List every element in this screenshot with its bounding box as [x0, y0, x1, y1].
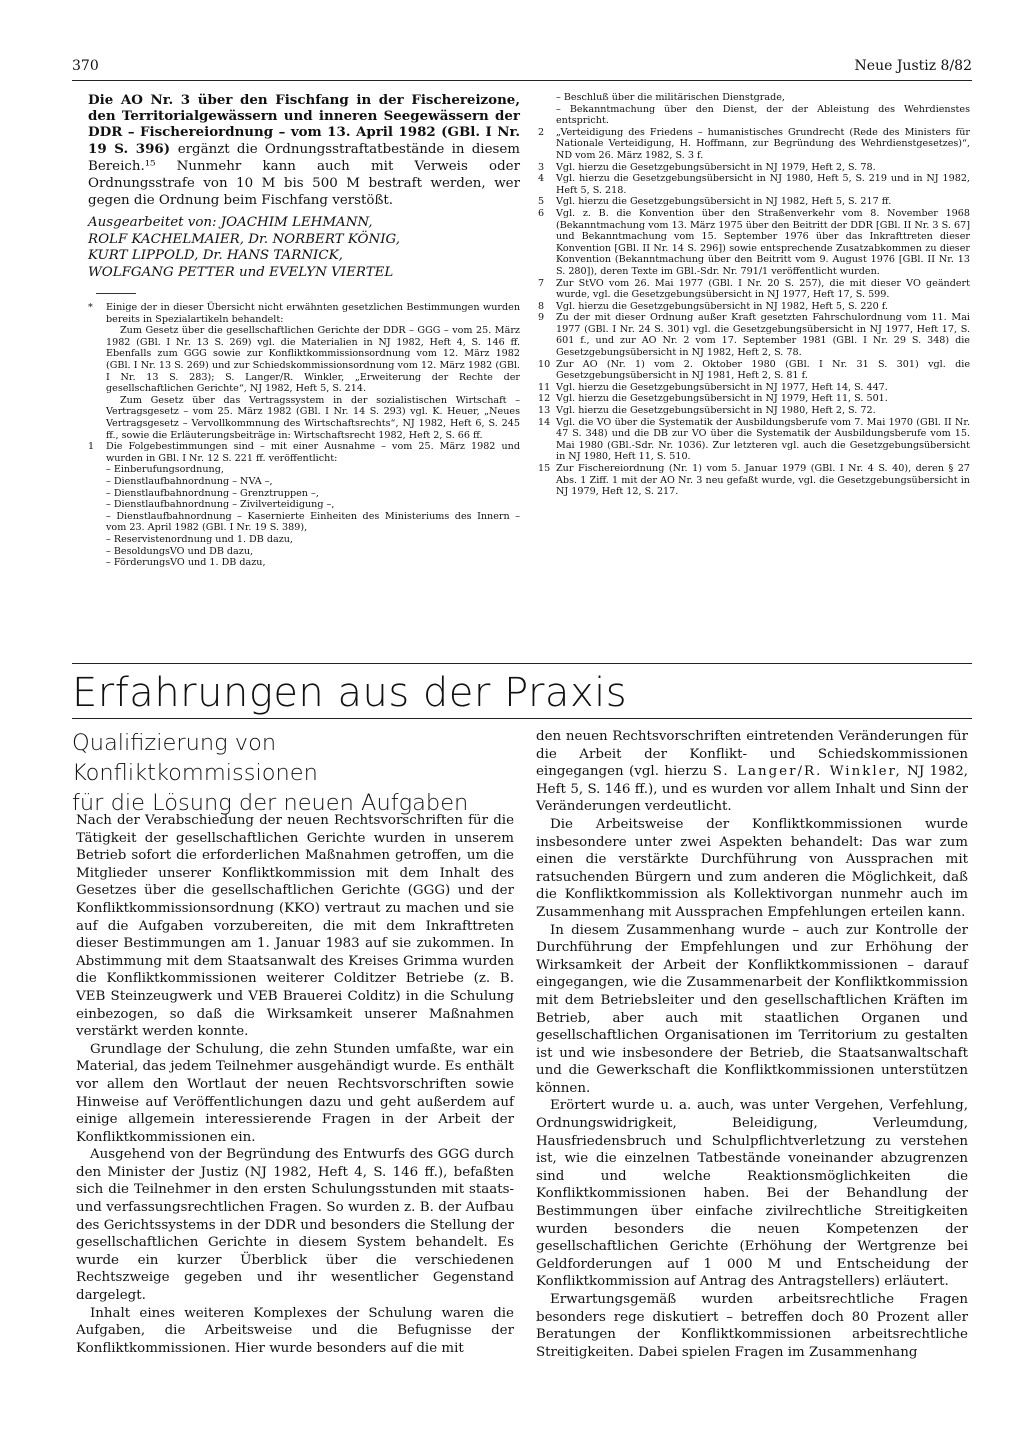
footnote-text: „Verteidigung des Friedens – humanistisches Grundrecht (Rede des Ministers für Nationale Verteidigung, H. Hoffmann, zur Begründung des Wehrdienstgesetzes)“, ND vom 26. März 1982, S. 3 f.: [556, 126, 970, 161]
footnote-number: [88, 511, 106, 534]
footnote-text: – Reservistenordnung und 1. DB dazu,: [106, 533, 293, 545]
footnote-number: [88, 325, 106, 395]
footnote: [538, 382, 970, 394]
footnote-number: [538, 104, 556, 127]
lead-bold-text: Die AO Nr. 3 über den Fischfang in der Fischereizone, den Territorialgewässern und inneren Seegewässern der DDR – Fischereiordnung – vom 13. April 1982 (GBl. I Nr. 19 S. 396): [88, 92, 520, 157]
article-paragraph: Erwartungsgemäß wurden arbeitsrechtliche Fragen besonders rege diskutiert – betreffen doch 80 Prozent aller Beratungen der Konfliktkommissionen arbeitsrechtliche Streitigkeiten. Dabei spielen Fragen im Zusammenhang: [536, 1292, 968, 1360]
footnote-number: 9: [538, 312, 545, 324]
footnote: [538, 301, 970, 313]
footnote-text: Vgl. hierzu die Gesetzgebungsübersicht in NJ 1980, Heft 2, S. 72.: [556, 405, 876, 417]
footnote-text: Vgl. hierzu die Gesetzgebungsübersicht in NJ 1982, Heft 5, S. 217 ff.: [556, 196, 892, 208]
footnote-text: Zur Fischereiordnung (Nr. 1) vom 5. Januar 1979 (GBl. I Nr. 4 S. 40), deren § 27 Abs. 1 Ziff. 1 mit der AO Nr. 3 neu gefaßt wurde, vgl. die Gesetzgebungsübersicht in NJ 1979, Heft 12, S. 217.: [556, 463, 970, 498]
footnote-number: [88, 464, 106, 476]
article-right-column: [536, 728, 968, 1361]
footnote-number: [88, 557, 106, 569]
footnote-text: Vgl. hierzu die Gesetzgebungsübersicht in NJ 1979, Heft 11, S. 501.: [556, 393, 888, 405]
footnotes-left: [88, 302, 520, 569]
footnote-text: – Dienstlaufbahnordnung – Zivilverteidigung –,: [106, 499, 335, 511]
footnote-text: – Dienstlaufbahnordnung – NVA –,: [106, 475, 273, 487]
footnote: [88, 499, 520, 511]
footnotes-right: [538, 92, 970, 498]
footnote-number: 3: [538, 161, 545, 173]
footnote-text: – Dienstlaufbahnordnung – Grenztruppen –,: [106, 487, 319, 499]
footnote-number: [538, 92, 556, 104]
footnote: [88, 441, 520, 464]
footnote: [538, 463, 970, 498]
footnote-number: 2: [538, 126, 545, 138]
footnote-text: – FörderungsVO und 1. DB dazu,: [106, 557, 266, 569]
article-paragraph: Inhalt eines weiteren Komplexes der Schulung waren die Aufgaben, die Arbeitsweise und die Befugnisse der Konfliktkommissionen. Hier wurde besonders auf die mit: [76, 1305, 514, 1356]
article-paragraph: Erörtert wurde u. a. auch, was unter Vergehen, Verfehlung, Ordnungswidrigkeit, Beleidigung, Verleumdung, Hausfriedensbruch und Schulpflichtverletzung zu verstehen ist, wie die einzelnen Tatbestände voneinander abzugrenzen sind und welche Reaktionsmöglichkeiten die Konfliktkommissionen haben. Bei der Behandlung der Bestimmungen über einfache zivilrechtliche Streitigkeiten wurden besonders die neuen Kompetenzen der gesellschaftlichen Gerichte (Erhöhung der Wertgrenze bei Geldforderungen auf 1 000 M und Entscheidung der Konfliktkommission auf Antrag des Antragstellers) erläutert.: [536, 1098, 968, 1290]
footnote-text: Vgl. hierzu die Gesetzgebungsübersicht in NJ 1982, Heft 5, S. 220 f.: [556, 300, 888, 312]
section-divider: [72, 718, 972, 719]
footnote: [538, 162, 970, 174]
footnote-number: 1: [88, 441, 95, 453]
footnote-number: 6: [538, 207, 545, 219]
footnote-number: 5: [538, 196, 545, 208]
page-number: 370: [72, 58, 99, 74]
footnote-text: Vgl. hierzu die Gesetzgebungsübersicht in NJ 1980, Heft 5, S. 219 und in NJ 1982, Heft 5, S. 218.: [556, 173, 970, 196]
footnote-number: [88, 476, 106, 488]
paragraph-text: NJ 1982, Heft 5, S. 146 ff.), und es wurden vor allem Inhalt und Sinn der Veränderungen verdeutlicht.: [536, 764, 969, 815]
footnote-text: Vgl. hierzu die Gesetzgebungsübersicht in NJ 1979, Heft 2, S. 78.: [556, 161, 876, 173]
footnote-number: 14: [538, 416, 551, 428]
page-header: [72, 56, 972, 81]
footnote: [538, 208, 970, 278]
article-paragraph: Ausgehend von der Begründung des Entwurfs des GGG durch den Minister der Justiz (NJ 1982, Heft 4, S. 146 ff.), befaßten sich die Teilnehmer in den ersten Schulungsstunden mit staats- und verfassungsrechtlichen Fragen. So wurden z. B. der Aufbau des Gerichtssystems in der DDR und besonders die Stellung der gesellschaftlichen Gerichte in diesem System behandelt. Es wurde ein kurzer Überblick über die verschiedenen Rechtszweige gegeben und ihr wesentlicher Gegenstand dargelegt.: [76, 1147, 514, 1304]
footnote-text: Zum Gesetz über das Vertragssystem in der sozialistischen Wirtschaft – Vertragsgesetz – vom 25. März 1982 (GBl. I Nr. 14 S. 293) vgl. K. Heuer, „Neues Vertragsgesetz – Vervollkommnung des Wirtschaftsrechts“, NJ 1982, Heft 6, S. 245 ff., sowie die Erläuterungsbeiträge in: Wirtschaftsrecht 1982, Heft 2, S. 66 ff.: [106, 394, 520, 441]
article-paragraph: Die Arbeitsweise der Konfliktkommissionen wurde insbesondere unter zwei Aspekten behandelt: Das war zum einen die verstärkte Durchführung von Aussprachen mit ratsuchenden Bürgern und zum anderen die Möglichkeit, daß die Konfliktkommission als Kollektivorgan nunmehr auch im Zusammenhang mit Aussprachen Empfehlungen erteilen kann.: [536, 816, 968, 920]
footnote-number: [88, 488, 106, 500]
article-title-line: Qualifizierung von Konfliktkommissionen: [72, 730, 318, 786]
footnote: [88, 476, 520, 488]
footnote-text: – Einberufungsordnung,: [106, 464, 224, 476]
article-paragraph: [536, 728, 968, 816]
byline-line: Ausgearbeitet von: JOACHIM LEHMANN,: [88, 215, 373, 231]
footnote-number: [88, 534, 106, 546]
footnote-number: 8: [538, 300, 545, 312]
footnote: [538, 278, 970, 301]
footnote: [88, 534, 520, 546]
footnote-text: – Bekanntmachung über den Dienst, der der Ableistung des Wehrdienstes entspricht.: [556, 103, 970, 127]
footnote-text: Zu der mit dieser Ordnung außer Kraft gesetzten Fahrschulordnung vom 11. Mai 1977 (GBl. I Nr. 24 S. 301) vgl. die Gesetzgebungsübersicht in NJ 1977, Heft 17, S. 601 f., und zur AO Nr. 2 vom 17. September 1981 (GBl. I Nr. 29 S. 348) die Gesetzgebungsübersicht in NJ 1982, Heft 2, S. 78.: [556, 312, 970, 359]
footnote-text: Vgl. z. B. die Konvention über den Straßenverkehr vom 8. November 1968 (Bekanntmachung vom 13. März 1975 über den Beitritt der DDR [GBl. II Nr. 3 S. 67] und Bekanntmachung vom 15. September 1976 über das Inkrafttreten dieser Konvention [GBl. II Nr. 14 S. 296]) sowie entsprechende Zusatzabkommen zu dieser Konvention (Bekanntmachung über den Beitritt vom 9. August 1976 [GBl. II Nr. 13 S. 280]), deren Texte im GBl.-Sdr. Nr. 791/1 veröffentlicht wurden.: [556, 207, 970, 277]
footnote-number: 15: [538, 463, 551, 474]
footnote-number: 12: [538, 393, 551, 405]
footnote: [538, 104, 970, 127]
journal-issue: Neue Justiz 8/82: [854, 58, 972, 74]
footnote-number: 11: [538, 381, 551, 393]
article-left-column: [76, 812, 514, 1357]
footnote-number: [88, 546, 106, 558]
footnote-text: Vgl. die VO über die Systematik der Ausbildungsberufe vom 7. Mai 1970 (GBl. II Nr. 47 S. 348) und die DB zur VO über die Systematik der Ausbildungsberufe vom 15. Mai 1980 (GBl.-Sdr. Nr. 1036). Zur letzteren vgl. auch die Gesetzgebungsübersicht in NJ 1980, Heft 11, S. 510.: [556, 416, 970, 463]
footnote-text: – Dienstlaufbahnordnung – Kasernierte Einheiten des Ministeriums des Innern – vom 23. April 1982 (GBl. I Nr. 19 S. 389),: [106, 510, 520, 534]
section-divider: [72, 663, 972, 664]
byline-line: WOLFGANG PETTER und EVELYN VIERTEL: [88, 264, 394, 280]
section-title: Erfahrungen aus der Praxis: [72, 670, 628, 716]
footnote: [538, 417, 970, 463]
footnote: [538, 127, 970, 162]
footnote: [538, 312, 970, 358]
lead-paragraph: [88, 92, 520, 209]
footnote: [88, 464, 520, 476]
article-paragraph: In diesem Zusammenhang wurde – auch zur Kontrolle der Durchführung der Empfehlungen und zur Erhöhung der Wirksamkeit der Arbeit der Konfliktkommissionen – darauf eingegangen, wie die Zusammenarbeit der Konfliktkommission mit dem Betriebsleiter und den gesellschaftlichen Kräften im Betrieb, aber auch mit staatlichen Organen und gesellschaftlichen Organisationen im Territorium zu gestalten ist und wie insbesondere der Betrieb, die Staatsanwaltschaft und die Gewerkschaft die Konfliktkommissionen unterstützen können.: [536, 922, 968, 1096]
footnote-text: Die Folgebestimmungen sind – mit einer Ausnahme – vom 25. März 1982 und wurden in GBl. I Nr. 12 S. 221 ff. veröffentlicht:: [106, 441, 520, 464]
lead-normal-text: ergänzt die Ordnungsstraftatbestände in diesem Bereich.¹⁵ Nunmehr kann auch mit Verweis oder Ordnungsstrafe von 10 M bis 500 M bestraft werden, wer gegen die Ordnung beim Fischfang verstößt.: [88, 141, 520, 209]
footnote: [538, 405, 970, 417]
article-title-line: für die Lösung der neuen Aufgaben: [72, 790, 469, 816]
footnote: [88, 395, 520, 441]
footnote-number: [88, 395, 106, 441]
footnote: [538, 393, 970, 405]
article-paragraph: Nach der Verabschiedung der neuen Rechtsvorschriften für die Tätigkeit der gesellschaftlichen Gerichte wurden in unserem Betrieb sofort die erforderlichen Maßnahmen getroffen, um die Mitglieder unserer Konfliktkommission mit dem Inhalt des Gesetzes über die gesellschaftlichen Gerichte (GGG) und der Konfliktkommissionsordnung (KKO) vertraut zu machen und sie auf die Aufgaben vorzubereiten, die mit dem Inkrafttreten dieser Bestimmungen am 1. Januar 1983 auf sie zukommen. In Abstimmung mit dem Staatsanwalt des Kreises Grimma wurden die Konfliktkommissionen weiterer Colditzer Betriebe (z. B. VEB Steinzeugwerk und VEB Brauerei Colditz) in die Schulung einbezogen, so daß die Wirksamkeit unserer Maßnahmen verstärkt werden konnte.: [76, 813, 514, 1040]
byline-line: KURT LIPPOLD, Dr. HANS TARNICK,: [88, 248, 343, 264]
byline-line: ROLF KACHELMAIER, Dr. NORBERT KÖNIG,: [88, 231, 400, 247]
author-reference: S. Langer/R. Winkler,: [712, 764, 902, 780]
footnote: [88, 511, 520, 534]
footnote-divider: [96, 293, 136, 294]
footnote-text: Vgl. hierzu die Gesetzgebungsübersicht in NJ 1977, Heft 14, S. 447.: [556, 381, 888, 393]
article-paragraph: Grundlage der Schulung, die zehn Stunden umfaßte, war ein Material, das jedem Teilnehmer ausgehändigt wurde. Es enthält vor allem den Wortlaut der neuen Rechtsvorschriften sowie Hinweise auf Veröffentlichungen dazu und geht außerdem auf einige allgemein interessierende Fragen in der Arbeit der Konfliktkommissionen ein.: [76, 1041, 514, 1145]
footnote-text: Einige der in dieser Übersicht nicht erwähnten gesetzlichen Bestimmungen wurden bereits in Spezialartikeln behandelt:: [106, 302, 520, 325]
byline: [88, 215, 520, 281]
footnote-text: – Beschluß über die militärischen Dienstgrade,: [556, 92, 785, 103]
footnote-number: 10: [538, 358, 551, 370]
footnote: [538, 173, 970, 196]
footnote: [538, 92, 970, 104]
paragraph-text: den neuen Rechtsvorschriften eintretenden Veränderungen für die Arbeit der Konflikt- und Schiedskommissionen eingegangen (vgl. hierzu: [536, 729, 968, 780]
footnote-text: Zur StVO vom 26. Mai 1977 (GBl. I Nr. 20 S. 257), die mit dieser VO geändert wurde, vgl. die Gesetzgebungsübersicht in NJ 1977, Heft 17, S. 599.: [556, 277, 970, 301]
footnote-number: 7: [538, 277, 545, 289]
footnote: [88, 302, 520, 325]
footnote-number: *: [88, 302, 93, 314]
footnote-text: Zum Gesetz über die gesellschaftlichen Gerichte der DDR – GGG – vom 25. März 1982 (GBl. I Nr. 13 S. 269) vgl. die Materialien in NJ 1982, Heft 4, S. 146 ff. Ebenfalls zum GGG sowie zur Konfliktkommissionsordnung vom 12. März 1982 (GBl. I Nr. 13 S. 269) und zur Schiedskommissionsordnung vom 12. März 1982 (GBl. I Nr. 13 S. 283); S. Langer/R. Winkler, „Erweiterung der Rechte der gesellschaftlichen Gerichte“, NJ 1982, Heft 5, S. 214.: [106, 325, 520, 395]
footnote-text: Zur AO (Nr. 1) vom 2. Oktober 1980 (GBl. I Nr. 31 S. 301) vgl. die Gesetzgebungsübersicht in NJ 1981, Heft 2, S. 81 f.: [556, 358, 970, 382]
footnote-number: 13: [538, 405, 551, 417]
footnote-text: – BesoldungsVO und DB dazu,: [106, 545, 254, 557]
article-title: [72, 728, 522, 818]
footnote: [88, 557, 520, 569]
upper-left-column: [88, 92, 520, 569]
footnote-number: 4: [538, 173, 545, 185]
footnote: [88, 546, 520, 558]
footnote: [88, 325, 520, 395]
footnote: [538, 359, 970, 382]
footnote: [88, 488, 520, 500]
footnote-number: [88, 499, 106, 511]
footnote: [538, 196, 970, 208]
